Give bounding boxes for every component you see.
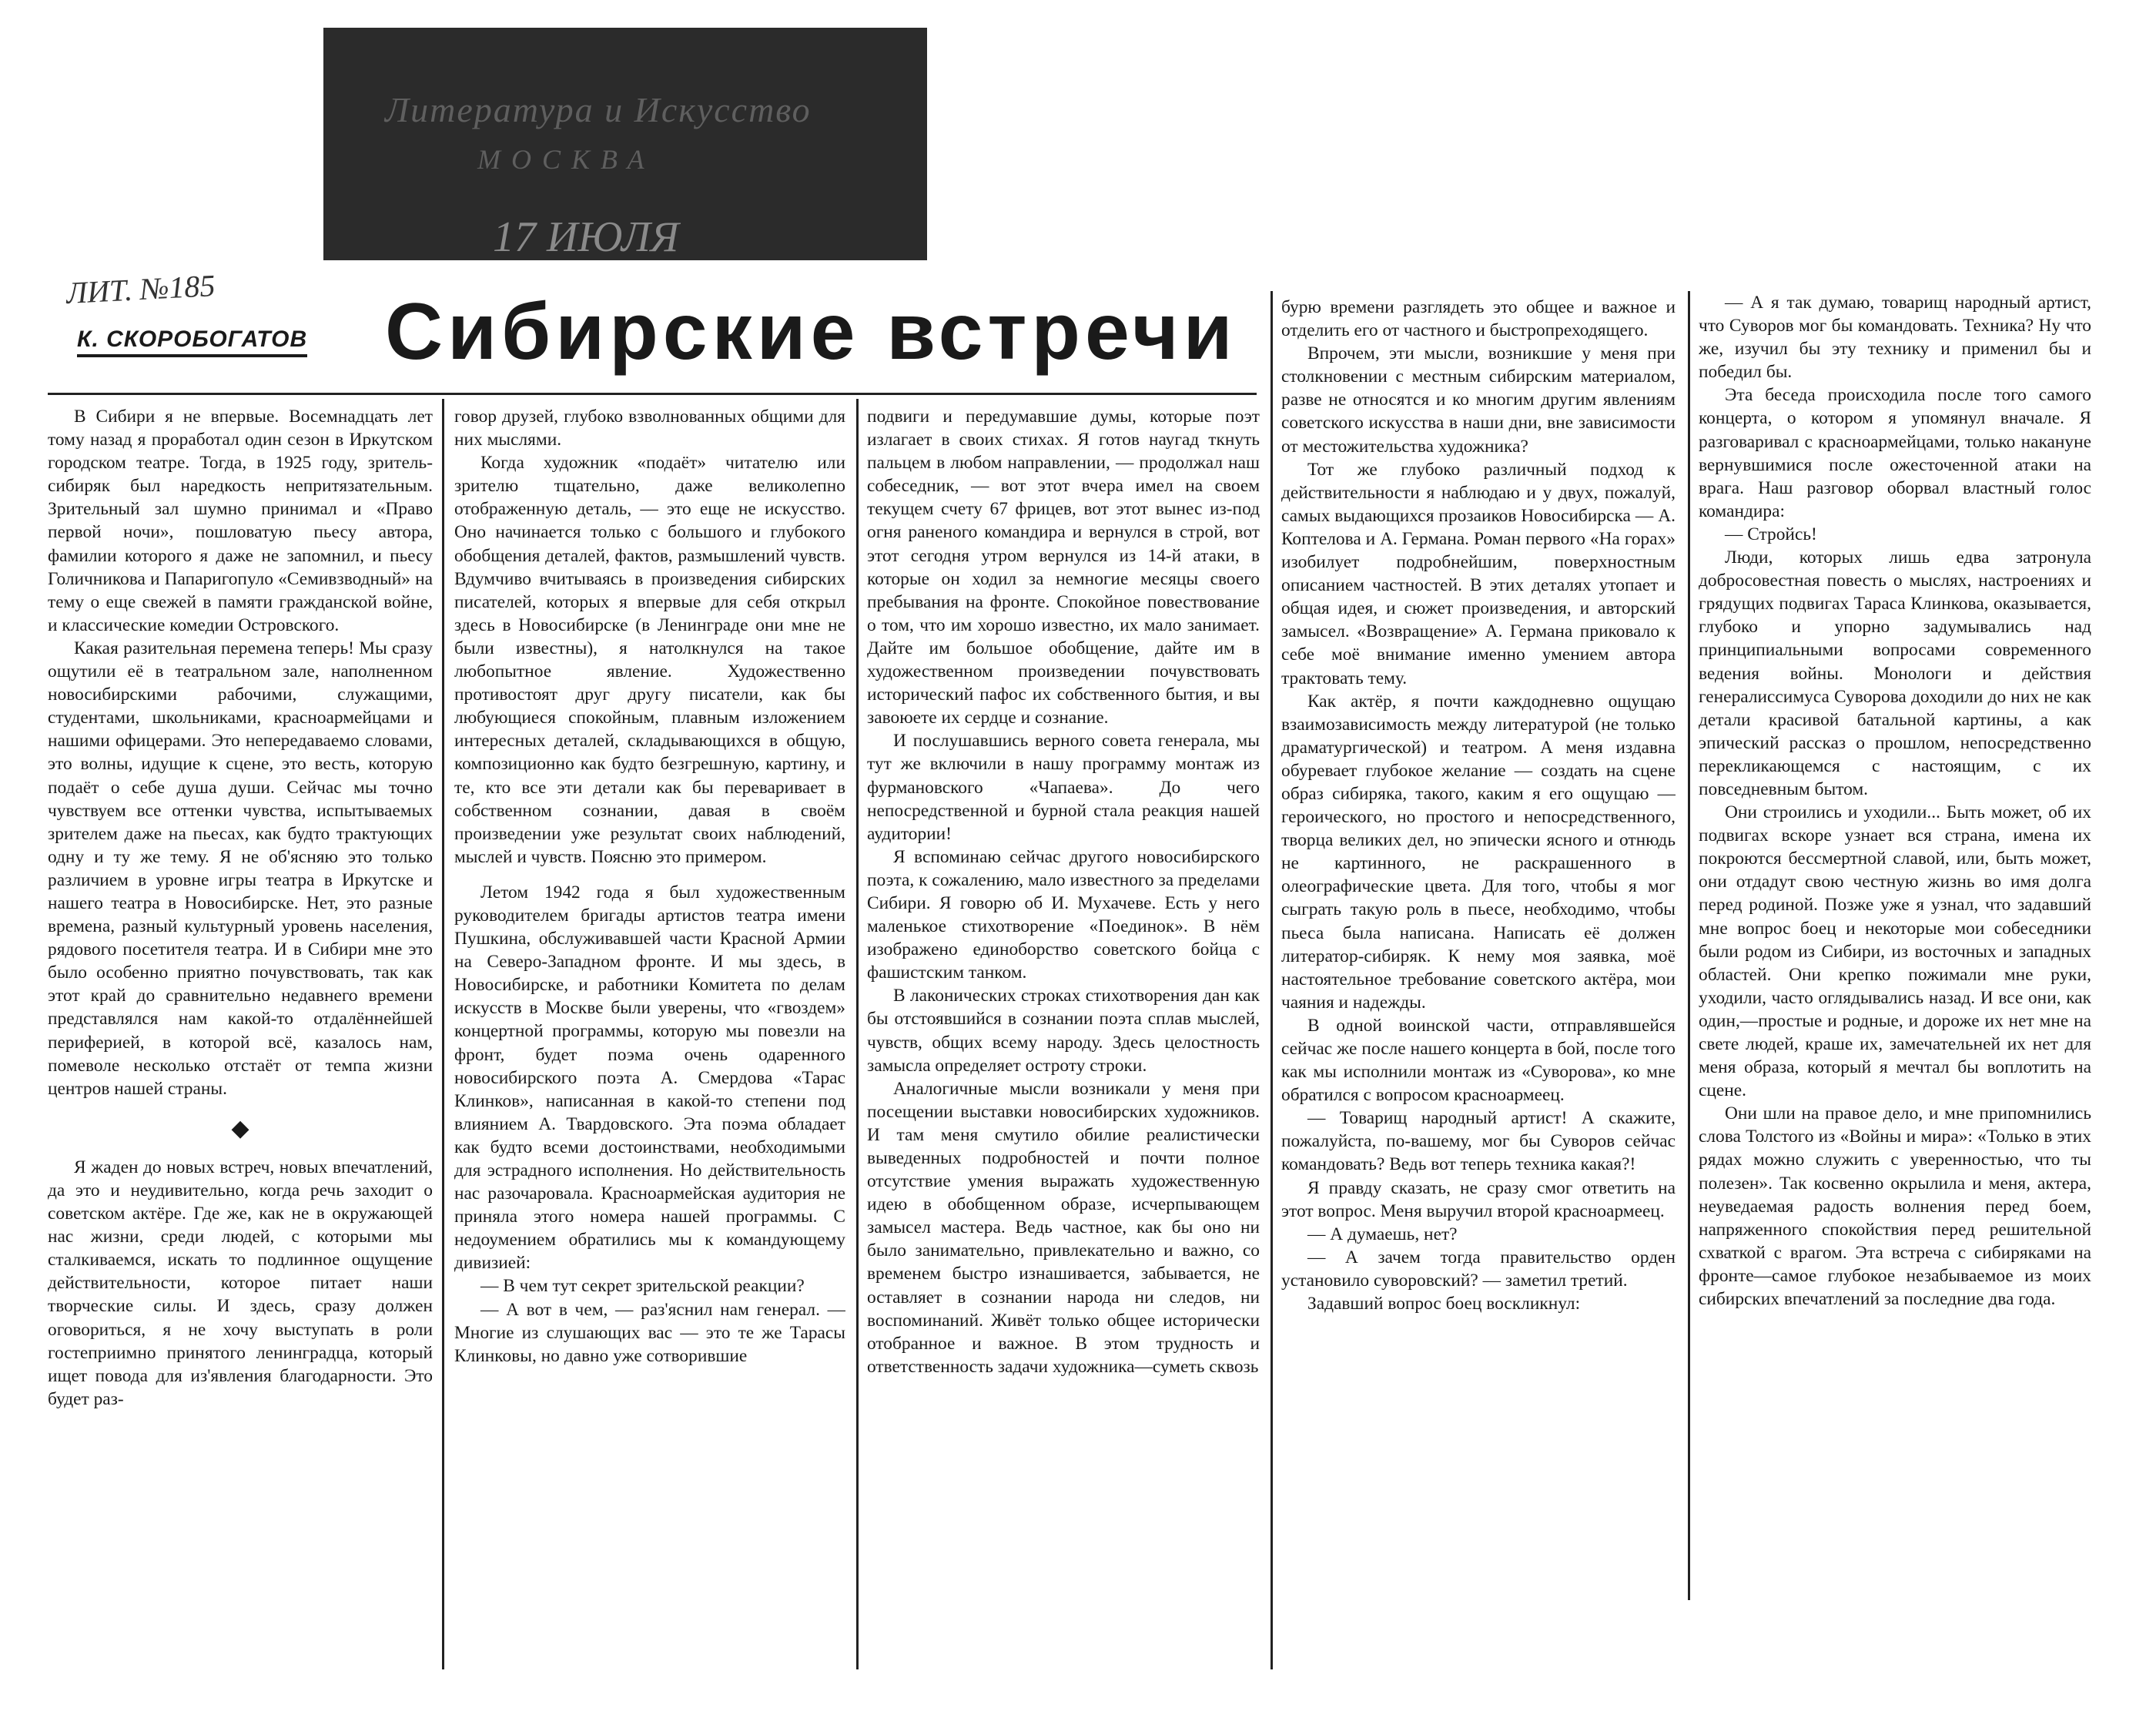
- paragraph: Люди, которых лишь едва затронула добросовестная повесть о мыслях, настроениях и грядущих подвигах Тараса Клинкова, оказывается, глубоко и упорно задумывались над принципиальными вопросами современного ведения войны. Монологи и действия генералиссимуса Суворова доходили до них не как детали красивой батальной картины, а как эпический рассказ о прошлом, непосредственно перекликающемся с настоящим, с их повседневным бытом.: [1699, 547, 2091, 799]
- stamp-publication: Литература и Искусство: [385, 90, 812, 129]
- paragraph: Я правду сказать, не сразу смог ответить на этот вопрос. Меня выручил второй красноармеец.: [1281, 1177, 1676, 1221]
- article-headline: Сибирские встречи: [385, 287, 1237, 377]
- paragraph: Я жаден до новых встреч, новых впечатлений, да это и неудивительно, когда речь заходит о советском актёре. Где же, как не в окружающей нас жизни, среди людей, с которыми мы сталкиваемся, искать то подлинное ощущение действительности, которое питает наши творческие силы. И здесь, сразу должен оговориться, я не хочу выступать в роли гостеприимно принятого ленинградца, который ищет повода для из'явления благодарности. Это будет раз-: [48, 1157, 433, 1409]
- paragraph: Как актёр, я почти каждодневно ощущаю взаимозависимость между литературой (не только драматургической) и театром. А меня издавна обуревает глубокое желание — создать на сцене образ сибиряка, такого, каким я его ощущаю — героического, но простого и непосредственного, творца великих дел, но эпически ясного и отнюдь не картинного, не раскрашенного в олеографические цвета. Для того, чтобы я мог сыграть такую роль в пьесе, необходимо, чтобы пьеса была написана. Написать её должен литератор-сибиряк. К нему моя заявка, моё настоятельное требование советского актёра, мои чаяния и надежды.: [1281, 691, 1676, 1013]
- paragraph: В одной воинской части, отправлявшейся сейчас же после нашего концерта в бой, после того как мы исполнили монтаж из «Суворова», ко мне обратился с вопросом красноармеец.: [1281, 1015, 1676, 1106]
- paragraph: Аналогичные мысли возникали у меня при посещении выставки новосибирских художников. И там меня смутило обилие реалистически выведенных подробностей и почти полное отсутствие умения выражать художественную идею в обобщенном образе, исчерпывающем замысел мастера. Ведь частное, как бы оно ни было занимательно, привлекательно и важно, со временем быстро изнашивается, забывается, не оставляет в сознании народа ни следов, ни воспоминаний. Живёт только общее исторически отобранное и важное. В этом трудность и ответственность задачи художника—суметь сквозь: [867, 1078, 1260, 1377]
- paragraph: — А думаешь, нет?: [1307, 1224, 1458, 1244]
- article-column-2: [454, 405, 845, 1668]
- paragraph: — В чем тут секрет зрительской реакции?: [480, 1276, 805, 1297]
- column-rule: [1270, 291, 1273, 1669]
- article-column-3: [867, 405, 1260, 1668]
- paragraph: Летом 1942 года я был художественным руководителем бригады артистов театра имени Пушкина, обслуживавшей части Красной Армии на Северо-Западном фронте. И мы здесь, в Новосибирске, и работники Комитета по делам искусств в Москве были уверены, что «гвоздем» концертной программы, которую мы повезли на фронт, будет поэма очень одаренного новосибирского поэта А. Смердова «Тарас Клинков», написанная в какой-то степени под влиянием А. Твардовского. Эта поэма обладает как будто всеми достоинствами, необходимыми для эстрадного исполнения. Но действительность нас разочаровала. Красноармейская аудитория не приняла этого номера нашей программы. С недоумением обратились мы к командующему дивизией:: [454, 882, 845, 1274]
- stamp-city: МОСКВА: [477, 144, 655, 175]
- column-rule: [856, 399, 859, 1669]
- paragraph: — Стройсь!: [1725, 524, 1817, 544]
- paragraph: — Товарищ народный артист! А скажите, пожалуйста, по-вашему, мог бы Суворов сейчас командовать? Ведь вот теперь техника какая?!: [1281, 1108, 1676, 1175]
- paragraph: Они строились и уходили... Быть может, об их подвигах вскоре узнает вся страна, имена их покроются бессмертной славой, или, быть может, они отдадут свою честную жизнь во имя долга перед родиной. Позже уже я узнал, что задавший мне вопрос боец и некоторые мои собеседники были родом из Сибири, из восточных и западных областей. Они крепко пожимали мне руки, уходили, часто оглядывались назад. И все они, как один,—простые и родные, и дороже их нет мне на свете людей, краше их, замечательней их нет для меня образа, который я мечтал бы воплотить на сцене.: [1699, 802, 2091, 1101]
- clipping-stamp: [323, 28, 927, 260]
- article-column-1: [48, 405, 433, 1668]
- paragraph: Я вспоминаю сейчас другого новосибирского поэта, к сожалению, мало известного за пределами Сибири. Я говорю об И. Мухачеве. Есть у него маленькое стихотворение «Поединок». В нём изображено единоборство советского бойца с фашистским танком.: [867, 846, 1260, 983]
- article-column-5: [1699, 291, 2091, 1616]
- paragraph: — А вот в чем, — раз'яснил нам генерал. — Многие из слушающих вас — это те же Тарасы Клинковы, но давно уже сотворившие: [454, 1299, 845, 1366]
- column-rule: [1688, 291, 1690, 1600]
- paragraph: Тот же глубоко различный подход к действительности я наблюдаю и у двух, пожалуй, самых выдающихся прозаиков Новосибирска — А. Коптелова и А. Германа. Роман первого «На горах» изобилует подробнейшим, поверхностным описанием частностей. В этих деталях утопает и общая идея, и сюжет произведения, и авторский замысел. «Возвращение» А. Германа приковало к себе моё внимание именно умением автора трактовать тему.: [1281, 459, 1676, 688]
- paragraph: Они шли на правое дело, и мне припомнились слова Толстого из «Войны и мира»: «Только в этих рядах можно служить с уверенностью, что ты полезен». Так косвенно окрылила и меня, актера, неуведаемая радость волнения перед боем, напряженного спокойствия перед решительной схваткой с врагом. Эта встреча с сибиряками на фронте—самое глубокое незабываемое из моих сибирских впечатлений за последние два года.: [1699, 1103, 2091, 1310]
- paragraph: — А зачем тогда правительство орден установило суворовский? — заметил третий.: [1281, 1247, 1676, 1291]
- diamond-ornament-icon: ◆: [231, 1115, 249, 1141]
- paragraph: Задавший вопрос боец воскликнул:: [1307, 1294, 1581, 1314]
- article-column-4: [1281, 296, 1676, 1668]
- paragraph: И послушавшись верного совета генерала, мы тут же включили в нашу программу монтаж из фурмановского «Чапаева». До чего непосредственной и бурной стала реакция нашей аудитории!: [867, 731, 1260, 844]
- paragraph: В лаконических строках стихотворения дан как бы отстоявшийся в сознании поэта сплав мыслей, чувств, общих всему народу. Здесь целостность замысла определяет остроту строки.: [867, 986, 1260, 1076]
- paragraph: бурю времени разглядеть это общее и важное и отделить его от частного и быстропреходящего.: [1281, 297, 1676, 341]
- stamp-date: 17 ИЮЛЯ: [493, 213, 679, 260]
- column-rule: [442, 399, 444, 1669]
- article-byline: К. СКОРОБОГАТОВ: [77, 326, 307, 357]
- paragraph: Какая разительная перемена теперь! Мы сразу ощутили её в театральном зале, наполненном новосибирскими рабочими, служащими, студентами, школьниками, красноармейцами и нашими офицерами. Это непередаваемо словами, это волны, идущие к сцене, это весть, которую подаёт о себе душа души. Сейчас мы точно чувствуем все оттенки чувства, испытываемых зрителем даже на пьесах, как будто трактующих одну и ту же тему. Я не об'ясняю это только различием в уровне игры театра в Иркутске и нашего театра в Новосибирске. Нет, это разные времена, разный культурный уровень населения, рядового посетителя театра. И в Сибири мне это было особенно приятно почувствовать, так как этот край до сравнительно недавнего времени представлялся нам какой-то отдалённейшей периферией, в которой всё, казалось нам, помеволе несколько отстаёт от темпа жизни центров нашей страны.: [48, 638, 433, 1099]
- paragraph: подвиги и передумавшие думы, которые поэт излагает в своих стихах. Я готов наугад ткнуть пальцем в любом направлении, — продолжал наш собеседник, — вот этот вчера имел на своем текущем счету 67 фрицев, вот этот вынес из-под огня раненого командира и вернулся в строй, вот этот сегодня утром вернулся из 14-й атаки, в которые он ходил за немногие месяцы своего пребывания на фронте. Спокойное повествование о том, что им хорошо известно, их мало занимает. Дайте им большое обобщение, дайте им в художественном произведении почувствовать исторический пафос их собственного бытия, и вы завоюете их сердце и сознание.: [867, 407, 1260, 728]
- paragraph: Когда художник «подаёт» читателю или зрителю тщательно, даже великолепно отображенную деталь, — это еще не искусство. Оно начинается только с большого и глубокого обобщения деталей, фактов, размышлений чувств. Вдумчиво вчитываясь в произведения сибирских писателей, которых я впервые для себя открыл здесь в Новосибирске (в Ленинграде они мне не были известны), я натолкнулся на такое любопытное явление. Художественно противостоят друг другу писатели, как бы любующиеся спокойным, плавным изложением интересных деталей, складывающихся в общую, композиционно как будто безгрешную, картину, и те, кто все эти детали как бы переваривает в собственном сознании, давая в своём произведении уже результат своих наблюдений, мыслей и чувств. Поясню это примером.: [454, 453, 845, 867]
- header-rule: [48, 393, 1257, 395]
- paragraph: В Сибири я не впервые. Восемнадцать лет тому назад я проработал один сезон в Иркутском городском театре. Тогда, в 1925 году, зритель-сибиряк был наредкость непритязательным. Зрительный зал шумно принимал и «Право первой ночи», пошловатую пьесу автора, фамилии которого я даже не запомнил, и пьесу Голичникова и Папаригопуло «Семивзводный» на тему о еще свежей в памяти гражданской войне, и классические комедии Островского.: [48, 407, 433, 635]
- paragraph: Впрочем, эти мысли, возникшие у меня при столкновении с местным сибирским материалом, разве не относятся и ко многим другим явлениям советского искусства в наши дни, вне зависимости от местожительства художника?: [1281, 343, 1676, 457]
- handwritten-note: ЛИТ. №185: [65, 267, 216, 311]
- paragraph: Эта беседа происходила после того самого концерта, о котором я упомянул вначале. Я разговаривал с красноармейцами, только накануне вернувшимися после ожесточенной атаки на врага. Наш разговор оборвал властный голос командира:: [1699, 385, 2091, 521]
- paragraph: — А я так думаю, товарищ народный артист, что Суворов мог бы командовать. Техника? Ну что же, изучил бы эту технику и применил бы и победил бы.: [1699, 293, 2091, 383]
- paragraph: говор друзей, глубоко взволнованных общими для них мыслями.: [454, 407, 845, 450]
